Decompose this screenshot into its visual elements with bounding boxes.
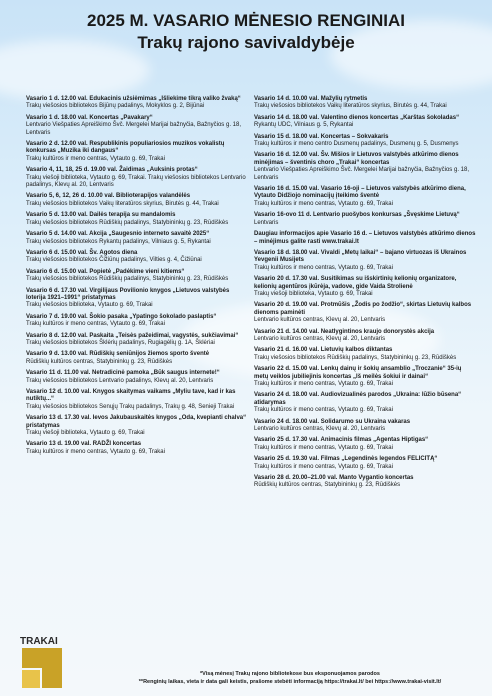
event-location: Lentvario kultūros centras, Klevų al. 20, Lentvaris bbox=[254, 426, 386, 433]
event-item bbox=[26, 288, 248, 310]
event-heading: Vasario 4, 11, 18, 25 d. 19.00 val. Žaidimas „Auksinis protas“ bbox=[26, 167, 198, 174]
event-location: Trakų kultūros ir meno centras, Vytauto g. 69, Trakai bbox=[254, 444, 393, 451]
event-location: Lentvario kultūros centras, Klevų al. 20, Lentvaris bbox=[254, 335, 386, 342]
trakai-logo bbox=[18, 634, 66, 692]
event-location: Trakų viešosios bibliotekos Vaikų literatūros skyrius, Birutės g. 44, Trakai bbox=[254, 103, 447, 110]
event-item bbox=[254, 437, 476, 452]
event-location: Trakų kultūros ir meno centras, Vytauto g. 69, Trakai bbox=[26, 321, 165, 328]
event-heading: Vasario 18 d. 18.00 val. Vivaldi „Metų laikai“ – bajano virtuozas iš Ukrainos Yevgenii Musijets bbox=[254, 249, 467, 264]
event-location: Lentvario Viešpaties Apreiškimo Švč. Mergelei Marijai bažnyčia, Bažnyčios g. 18, Lentvaris bbox=[26, 122, 241, 136]
event-item bbox=[254, 186, 476, 208]
event-heading: Vasario 5 d. 13.00 val. Dailės terapija su mandalomis bbox=[26, 212, 176, 219]
event-location: Trakų viešosios bibliotekos Čižiūnų padalinys, Vilties g. 4, Čižiūnai bbox=[26, 257, 202, 264]
event-heading: Vasario 8 d. 12.00 val. Paskaita „Teisės pažeidimai, vagystės, sukčiavimai“ bbox=[26, 332, 239, 339]
event-item bbox=[254, 329, 476, 344]
event-heading: Vasario 21 d. 14.00 val. Neatlygintinos kraujo donorystės akcija bbox=[254, 328, 435, 335]
event-heading: Vasario 1 d. 12.00 val. Edukacinis užsiėmimas „Išliekime tikrą valiko žvaką“ bbox=[26, 96, 241, 102]
event-location: Trakų kultūros ir meno centras, Vytauto g. 69, Trakai bbox=[254, 264, 393, 271]
event-heading: Vasario 25 d. 19.30 val. Filmas „Legendinės legendos FELICITĄ“ bbox=[254, 456, 438, 463]
event-heading: Vasario 12 d. 10.00 val. Knygos skaitymas vaikams „Myliu tave, kad ir kas nutiktų...“ bbox=[26, 389, 236, 403]
event-heading: Vasario 28 d. 20.00–21.00 val. Manto Vygantio koncertas bbox=[254, 475, 414, 482]
event-item bbox=[254, 475, 476, 490]
event-item bbox=[254, 456, 476, 471]
event-heading: Vasario 16 d. 15.00 val. Vasario 16-oji – Lietuvos valstybės atkūrimo diena, Vytauto Didžiojo nominacijų įteikimo šventė bbox=[254, 186, 466, 200]
event-item bbox=[26, 141, 248, 163]
event-heading: Daugiau informacijos apie Vasario 16 d. – Lietuvos valstybės atkūrimo dienos – minėjimus galite rasti www.trakai.lt bbox=[254, 231, 476, 245]
event-location: Trakų viešosios biblioteka, Vytauto g. 69, Trakai bbox=[26, 302, 153, 309]
event-item bbox=[254, 212, 476, 227]
event-item bbox=[254, 366, 476, 388]
event-item bbox=[26, 231, 248, 246]
event-heading: Vasario 21 d. 16.00 val. Lietuvių kalbos diktantas bbox=[254, 347, 393, 354]
event-item bbox=[254, 152, 476, 182]
event-heading: Vasario 24 d. 18.00 val. Audiovizualinės parodos „Ukraina: lūžio būsena“ atidarymas bbox=[254, 392, 462, 406]
event-heading: Vasario 5, 6, 12, 26 d. 10.00 val. Biblioterapijos valandėlės bbox=[26, 193, 191, 200]
event-heading: Vasario 7 d. 19.00 val. Šokio pasaka „Ypatingo šokolado paslaptis“ bbox=[26, 313, 217, 320]
event-heading: Vasario 2 d. 12.00 val. Respublikinis populiariosios muzikos vokalistų konkursas „Muzika iki dangaus“ bbox=[26, 141, 225, 155]
event-heading: Vasario 16-ovo 11 d. Lentvario puošybos konkursas „Švęskime Lietuvą“ bbox=[254, 212, 460, 219]
event-item bbox=[254, 134, 476, 149]
title-line-2: Trakų rajono savivaldybėje bbox=[137, 33, 355, 52]
footnote: **Renginių laikas, vieta ir data gali keistis, prašome stebėti informaciją https://trakai.lt/ bei https://www.trakai-visit.lt/ bbox=[138, 679, 442, 685]
event-location: Rūdiškių kultūros centras, Statybininkų g. 23, Rūdiškės bbox=[26, 358, 173, 365]
event-item bbox=[26, 389, 248, 411]
svg-text:TRAKAI: TRAKAI bbox=[20, 636, 58, 647]
event-location: Trakų viešosios bibliotekos Rūdiškių padalinys, Statybininkų g. 23, Rūdiškės bbox=[26, 276, 229, 283]
event-item bbox=[26, 314, 248, 329]
event-location: Trakų viešosios bibliotekos Rūdiškių padalinys, Statybininkų g. 23, Rūdiškės bbox=[254, 354, 457, 361]
event-item bbox=[254, 419, 476, 434]
right-event-column bbox=[254, 96, 476, 494]
event-location: Lentvario kultūros centras, Klevų al. 20, Lentvaris bbox=[254, 317, 386, 324]
event-item bbox=[26, 415, 248, 437]
event-heading: Vasario 6 d. 17.30 val. Virgilijaus Povilionio knygos „Lietuvos valstybės loterija 1921–1991“ pristatymas bbox=[26, 287, 230, 301]
event-item bbox=[26, 96, 248, 111]
event-heading: Vasario 14 d. 18.00 val. Valentino dienos koncertas „Karštas šokoladas“ bbox=[254, 114, 460, 121]
event-heading: Vasario 13 d. 17.30 val. Ievos Jakubauskaitės knygos „Oda, kvepianti chalva“ pristatymas bbox=[26, 415, 247, 429]
event-heading: Vasario 13 d. 19.00 val. RADŽI koncertas bbox=[26, 441, 142, 448]
event-heading: Vasario 6 d. 15.00 val. Šv. Agotos diena bbox=[26, 249, 138, 256]
event-item bbox=[26, 441, 248, 456]
event-heading: Vasario 9 d. 13.00 val. Rūdiškių seniūnijos žiemos sporto šventė bbox=[26, 351, 210, 358]
event-item bbox=[254, 347, 476, 362]
footnote: *Visą mėnesį Trakų rajono bibliotekose bus eksponuojamos parodos bbox=[200, 671, 380, 677]
event-location: Trakų viešosios bibliotekos Šklėrių padalinys, Rugiagėlių g. 1A, Šklėriai bbox=[26, 339, 215, 346]
event-location: Trakų kultūros ir meno centras, Vytauto g. 69, Trakai bbox=[254, 407, 393, 414]
event-heading: Vasario 1 d. 18.00 val. Koncertas „Pavakary“ bbox=[26, 114, 153, 121]
event-location: Trakų kultūros ir meno centras, Vytauto g. 69, Trakai bbox=[254, 381, 393, 387]
event-location: Trakų kultūros ir meno centro Dusmenų padalinys, Dusmenų g. 5, Dusmenys bbox=[254, 141, 459, 148]
event-heading: Vasario 5 d. 14.00 val. Akcija „Saugesnio interneto savaitė 2025“ bbox=[26, 231, 210, 238]
event-heading: Vasario 11 d. 11.00 val. Netradicinė pamoka „Būk saugus internete!“ bbox=[26, 370, 220, 377]
event-item bbox=[254, 302, 476, 324]
event-location: Trakų viešosios bibliotekos Senųjų Trakų padalinys, Trakų g. 48, Senieji Trakai bbox=[26, 403, 235, 410]
event-location: Trakų viešosios bibliotekos Vaikų literatūros skyrius, Birutės g. 44, Trakai bbox=[26, 200, 219, 207]
event-location: Trakų viešosios bibliotekos Bijūnų padalinys, Mokyklos g. 2, Bijūnai bbox=[26, 103, 205, 110]
event-item bbox=[26, 167, 248, 189]
left-event-column bbox=[26, 96, 248, 460]
event-heading: Vasario 20 d. 17.30 val. Susitikimas su išskirtinių kelionių organizatore, kelionių agentūros įkūrėja, vadove, gide Vaida Strolienė bbox=[254, 276, 457, 290]
event-location: Trakų kultūros ir meno centras, Vytauto g. 69, Trakai bbox=[26, 448, 165, 455]
event-location: Trakų viešosios bibliotekos Rykantų padalinys, Vilniaus g. 5, Rykantai bbox=[26, 238, 211, 245]
event-item bbox=[254, 276, 476, 298]
title-line-1: 2025 M. VASARIO MĖNESIO RENGINIAI bbox=[86, 11, 406, 30]
event-heading: Vasario 20 d. 19.00 val. Protmūšis „Žodis po žodžio“, skirtas Lietuvių kalbos dienoms paminėti bbox=[254, 302, 472, 316]
event-item bbox=[26, 212, 248, 227]
event-heading: Vasario 16 d. 12.00 val. Šv. Mišios ir Lietuvos valstybės atkūrimo dienos minėjimas – šventinis choro „Trakai“ koncertas bbox=[254, 152, 459, 166]
event-heading: Vasario 6 d. 15.00 val. Popietė „Padėkime vieni kitiems“ bbox=[26, 268, 185, 275]
event-heading: Vasario 24 d. 18.00 val. Solidarumo su Ukraina vakaras bbox=[254, 418, 411, 425]
event-location: Trakų viešoji biblioteka, Vytauto g. 69, Trakai. Trakų viešosios bibliotekos Lentvario padalinys, Klevų al. 20, Lentvaris bbox=[26, 174, 246, 189]
event-location: Trakų viešosios bibliotekos Lentvario padalinys, Klevų al. 20, Lentvaris bbox=[26, 377, 214, 384]
event-item bbox=[254, 250, 476, 272]
event-item bbox=[26, 370, 248, 385]
event-heading: Vasario 14 d. 10.00 val. Mažylių rytmetis bbox=[254, 96, 368, 102]
event-location: Trakų viešosios bibliotekos Rūdiškių padalinys, Statybininkų g. 23, Rūdiškės bbox=[26, 219, 229, 226]
event-location: Trakų viešoji biblioteka, Vytauto g. 69, Trakai bbox=[26, 430, 145, 437]
event-location: Trakų kultūros ir meno centras, Vytauto g. 69, Trakai bbox=[254, 200, 393, 207]
event-item bbox=[26, 333, 248, 348]
event-location: Trakų kultūros ir meno centras, Vytauto g. 69, Trakai bbox=[26, 155, 165, 162]
footnotes bbox=[100, 670, 480, 686]
event-item bbox=[254, 96, 476, 111]
event-item bbox=[26, 351, 248, 366]
event-heading: Vasario 22 d. 15.00 val. Lenkų dainų ir šokių ansamblio „Troczanie“ 35-ių metų veiklos jubiliejinis koncertas „Iš meilės šokiui ir dainai“ bbox=[254, 366, 462, 380]
event-item bbox=[26, 193, 248, 208]
event-item bbox=[254, 231, 476, 246]
event-item bbox=[254, 392, 476, 414]
event-heading: Vasario 15 d. 18.00 val. Koncertas – Sokvakaris bbox=[254, 133, 389, 140]
event-location: Lentvario Viešpaties Apreiškimo Švč. Mergelei Marijai bažnyčia, Bažnyčios g. 18, Lentvaris bbox=[254, 167, 469, 181]
event-heading: Vasario 25 d. 17.30 val. Animacinis filmas „Agentas Hiptigas“ bbox=[254, 437, 429, 444]
event-location: Rykantų UDC, Vilniaus g. 5, Rykantai bbox=[254, 122, 354, 129]
event-location: Lentvaris bbox=[254, 219, 279, 226]
event-item bbox=[26, 269, 248, 284]
event-item bbox=[26, 250, 248, 265]
event-item bbox=[254, 115, 476, 130]
event-location: Rūdiškių kultūros centras, Statybininkų g. 23, Rūdiškės bbox=[254, 482, 401, 489]
event-location: Trakų kultūros ir meno centras, Vytauto g. 69, Trakai bbox=[254, 463, 393, 470]
event-location: Trakų viešoji biblioteka, Vytauto g. 69, Trakai bbox=[254, 290, 373, 297]
page-title bbox=[0, 10, 492, 54]
event-item bbox=[26, 115, 248, 137]
